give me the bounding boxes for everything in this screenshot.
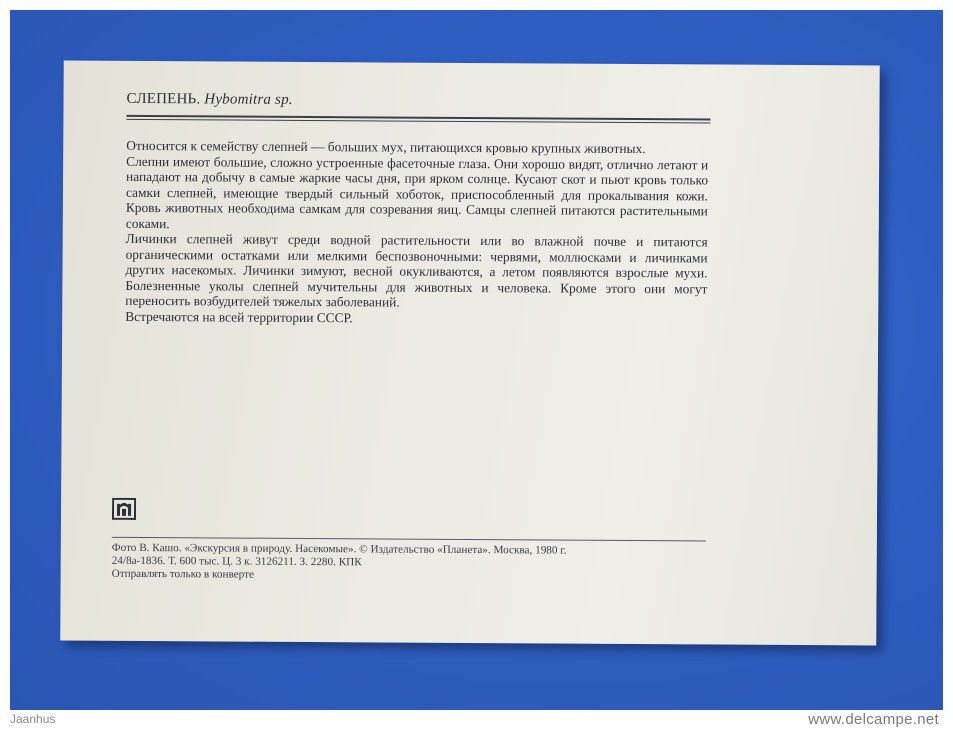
credits	[112, 542, 712, 584]
watermark-delcampe: www.delcampe.net	[808, 711, 939, 728]
credits-line-print: 24/8а-1836. Т. 600 тыс. Ц. 3 к. 3126211. З. 2280. КПК	[111, 554, 362, 569]
planeta-logo-icon	[112, 498, 136, 520]
credits-rule	[112, 537, 706, 542]
credits-line-mailing: Отправлять только в конверте	[111, 567, 254, 581]
paragraph-eyes: Слепни имеют большие, сложно устроенные фасеточные глаза. Они хорошо видят, отлично летают и нападают на добычу в самые жаркие часы дня, при ярком солнце. Кусают скот и пьют кровь только самки слепней, имеющие твердый сильный хоботок, приспособленный для прокалывания кожи. Кровь животных необходима самкам для созревания яиц. Самцы слепней питаются растительными соками.	[125, 153, 709, 231]
paragraph-family: Относится к семейству слепней — больших мух, питающихся кровью крупных животных.	[126, 137, 646, 157]
postcard	[60, 61, 880, 646]
credits-line-photo: Фото В. Кашо. «Экскурсия в природу. Насекомые». © Издательство «Планета». Москва, 1980 г.	[111, 541, 567, 557]
description-text	[125, 138, 708, 328]
paragraph-larvae: Личинки слепней живут среди водной растительности или во влажной почве и питаются органическими остатками или мелкими беспозвоночными: червями, моллюсками и личинками других насекомых. Личинки зимуют, весной окукливаются, а летом появляются взрослые мухи. Болезненные уколы слепней мучительны для животных и человека. Кроме этого они могут переносить возбудителей тяжелых заболеваний.	[125, 230, 708, 310]
watermark-jaanhus: Jaanhus	[10, 712, 56, 726]
title-latin: Hybomitra sp.	[204, 91, 293, 108]
card-title	[126, 91, 292, 109]
title-russian: СЛЕПЕНЬ.	[126, 90, 201, 108]
paragraph-range: Встречаются на всей территории СССР.	[125, 308, 353, 325]
